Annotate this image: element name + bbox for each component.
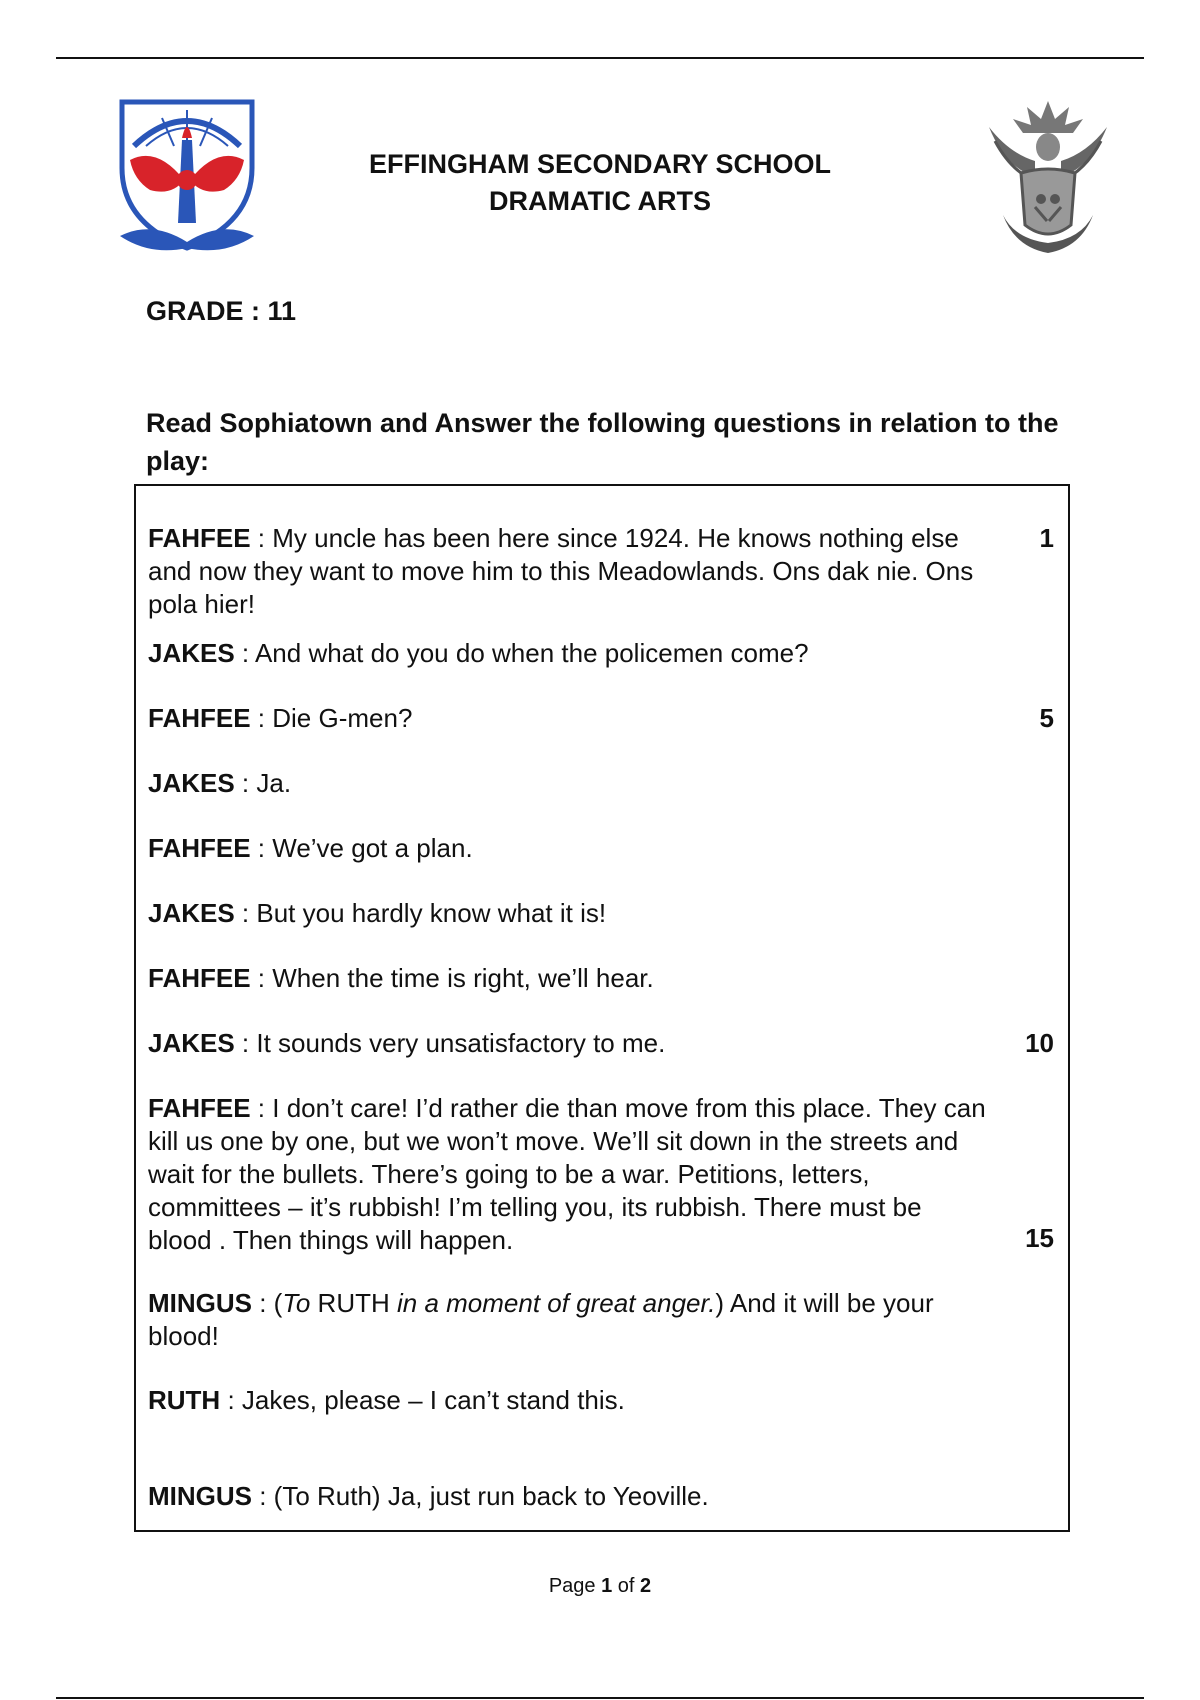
total-pages: 2 xyxy=(640,1575,652,1597)
dialogue-text: ) And it will be your blood! xyxy=(148,1288,934,1351)
school-name: EFFINGHAM SECONDARY SCHOOL xyxy=(368,149,832,179)
dialogue-text: Die G-men? xyxy=(272,703,413,733)
extract-line: JAKES : And what do you do when the policemen come? xyxy=(148,638,809,668)
speaker-name: JAKES xyxy=(148,1028,235,1058)
speaker-name: FAHFEE xyxy=(148,963,251,993)
speaker-name: JAKES xyxy=(148,768,235,798)
speaker-name: MINGUS xyxy=(148,1288,252,1318)
speaker-name: JAKES xyxy=(148,638,235,668)
instruction-text: Read Sophiatown and Answer the following questions in relation to the play: xyxy=(146,408,1059,476)
dialogue-text: My uncle has been here since 1924. He knows nothing else and now they want to move him to this Meadowlands. Ons dak nie. Ons pola hier! xyxy=(148,523,974,619)
speaker-name: FAHFEE xyxy=(148,703,251,733)
extract-line: RUTH : Jakes, please – I can’t stand this. xyxy=(148,1385,625,1415)
extract-line: FAHFEE : When the time is right, we’ll hear. xyxy=(148,963,654,993)
dialogue-text: But you hardly know what it is! xyxy=(256,898,607,928)
bottom-rule xyxy=(56,1697,1144,1699)
speaker-name: MINGUS xyxy=(148,1481,252,1511)
extract-line: MINGUS : (To RUTH in a moment of great anger.) And it will be your blood! xyxy=(148,1288,934,1351)
stage-direction: in a moment of great anger. xyxy=(396,1288,716,1318)
extract-line: FAHFEE : I don’t care! I’d rather die than move from this place. They can kill us one by one, but we won’t move. We’ll sit down in the streets and wait for the bullets. There’s going to be a war. Petitions, letters, committees – it’s rubbish! I’m telling you, its rubbish. There must be blood . Then things will happen. xyxy=(148,1093,986,1255)
extract-line: JAKES : It sounds very unsatisfactory to me. xyxy=(148,1028,666,1058)
line-number: 5 xyxy=(1039,703,1054,733)
extract-line: FAHFEE : Die G-men? xyxy=(148,703,413,733)
extract-line: FAHFEE : My uncle has been here since 1924. He knows nothing else and now they want to move him to this Meadowlands. Ons dak nie. Ons pola hier! xyxy=(148,523,974,619)
dialogue-text: It sounds very unsatisfactory to me. xyxy=(256,1028,666,1058)
extract-line: FAHFEE : We’ve got a plan. xyxy=(148,833,473,863)
extract-line: JAKES : But you hardly know what it is! xyxy=(148,898,607,928)
dialogue-text: I don’t care! I’d rather die than move from this place. They can kill us one by one, but we won’t move. We’ll sit down in the streets and wait for the bullets. There’s going to be a war. Petitions, letters, committees – it’s rubbish! I’m telling you, its rubbish. There must be blood . Then things will happen. xyxy=(148,1093,986,1255)
speaker-name: RUTH xyxy=(148,1385,221,1415)
speaker-name: FAHFEE xyxy=(148,833,251,863)
dialogue-text: And what do you do when the policemen come? xyxy=(254,638,809,668)
dialogue-text: (To Ruth) Ja, just run back to Yeoville. xyxy=(273,1481,709,1511)
subject-title: DRAMATIC ARTS xyxy=(489,186,711,216)
extract-line: JAKES : Ja. xyxy=(148,768,292,798)
page-footer: Page 1 of 2 xyxy=(548,1575,652,1597)
speaker-name: FAHFEE xyxy=(148,523,251,553)
coat-of-arms-icon xyxy=(985,97,1111,257)
line-number: 10 xyxy=(1025,1028,1054,1058)
school-crest-icon xyxy=(112,88,262,256)
dialogue-text: Jakes, please – I can’t stand this. xyxy=(241,1385,625,1415)
dialogue-text: Ja. xyxy=(256,768,292,798)
document-header xyxy=(300,146,900,220)
line-number: 1 xyxy=(1039,523,1054,553)
current-page: 1 xyxy=(601,1575,613,1597)
stage-direction: To xyxy=(282,1288,311,1318)
play-extract-box xyxy=(134,484,1070,1532)
dialogue-text: When the time is right, we’ll hear. xyxy=(272,963,654,993)
line-number: 15 xyxy=(1025,1223,1054,1253)
grade-label: GRADE : 11 xyxy=(146,296,297,326)
speaker-name: FAHFEE xyxy=(148,1093,251,1123)
dialogue-text: We’ve got a plan. xyxy=(272,833,473,863)
speaker-name: JAKES xyxy=(148,898,235,928)
top-rule xyxy=(56,57,1144,59)
extract-line: MINGUS : (To Ruth) Ja, just run back to Yeoville. xyxy=(148,1481,709,1511)
